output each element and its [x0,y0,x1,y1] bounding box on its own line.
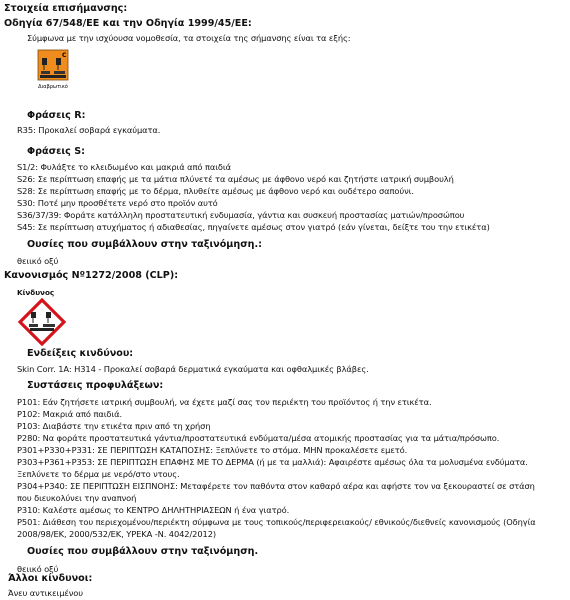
substance-name: θειικό οξύ [17,256,59,266]
s-phrases-title: Φράσεις S: [27,146,85,157]
directive-heading: Οδηγία 67/548/ΕΕ και την Οδηγία 1999/45/ΕΕ: [4,18,252,29]
s-phrase: S26: Σε περίπτωση επαφής με τα μάτια πλύνετέ τα αμέσως με άφθονο νερό και ζητήστε ιατρική συμβουλή [17,174,454,184]
precaution-line: που διευκολύνει την αναπνοή [17,493,137,503]
precaution-line: Ξεπλύνετε το δέρμα με νερό/στο ντους. [17,469,180,479]
precaution-line: P303+P361+P353: ΣΕ ΠΕΡΙΠΤΩΣΗ ΕΠΑΦΗΣ ΜΕ ΤΟ ΔΕΡΜΑ (ή με τα μαλλιά): Αφαιρέστε αμέσως όλα τα μολυσμένα ενδύματα. [17,457,528,467]
other-hazards-text: Άνευ αντικειμένου [8,588,83,598]
s-phrase: S36/37/39: Φοράτε κατάλληλη προστατευτική ενδυμασία, γάντια και συσκευή προστασίας ματιών/προσώπου [17,210,465,220]
s-phrase: S1/2: Φυλάξτε το κλειδωμένο και μακριά από παιδιά [17,162,231,172]
s-phrase: S28: Σε περίπτωση επαφής με το δέρμα, πλυθείτε αμέσως με άφθονο νερό και ουδέτερο σαπούνι. [17,186,414,196]
substances-title: Ουσίες που συμβάλλουν στην ταξινόμηση.: [27,239,262,250]
r-phrases-title: Φράσεις R: [27,110,86,121]
symbol-letter: C [62,52,67,59]
precautionary-title: Συστάσεις προφυλάξεων: [27,380,164,391]
precaution-line: P280: Να φοράτε προστατευτικά γάντια/προστατευτικά ενδύματα/μέσα ατομικής προστασίας για τα μάτια/πρόσωπο. [17,433,500,443]
label-elements-title: Στοιχεία επισήμανσης: [4,3,128,14]
precaution-line: P103: Διαβάστε την ετικέτα πριν από τη χρήση [17,421,211,431]
ghs-corrosion-pictogram [18,298,66,346]
intro-text: Σύμφωνα με την ισχύουσα νομοθεσία, τα στοιχεία της σήμανσης είναι τα εξής: [27,33,351,43]
signal-word: Κίνδυνος [17,288,55,297]
ghs-corrosion-icon [18,298,66,346]
clp-substance-name: θειικό οξύ [17,564,59,574]
hazard-statement: Skin Corr. 1A: H314 - Προκαλεί σοβαρά δερματικά εγκαύματα και οφθαλμικές βλάβες. [17,364,369,374]
other-hazards-title: Άλλοι κίνδυνοι: [8,573,93,584]
precaution-line: P102: Μακριά από παιδιά. [17,409,123,419]
precaution-line: 2008/98/ΕΚ, 2000/532/ΕΚ, ΥΡΕΚΑ -Ν. 4042/2012) [17,529,217,539]
corrosive-icon [37,49,69,91]
clp-substances-title: Ουσίες που συμβάλλουν στην ταξινόμηση. [27,546,259,557]
precaution-line: P310: Καλέστε αμέσως το ΚΕΝΤΡΟ ΔΗΛΗΤΗΡΙΑΣΕΩΝ ή ένα γιατρό. [17,505,290,515]
clp-heading: Κανονισμός Nº1272/2008 (CLP): [4,270,179,281]
corrosive-symbol [37,49,69,91]
s-phrase: S45: Σε περίπτωση ατυχήματος ή αδιαθεσίας, πηγαίνετε αμέσως στον γιατρό (εάν γίνεται, δείξτε του την ετικέτα) [17,222,490,232]
precaution-line: P301+P330+P331: ΣΕ ΠΕΡΙΠΤΩΣΗ ΚΑΤΑΠΟΣΗΣ: Ξεπλύνετε το στόμα. ΜΗΝ προκαλέσετε εμετό. [17,445,408,455]
precaution-line: P501: Διάθεση του περιεχομένου/περιέκτη σύμφωνα με τους τοπικούς/περιφερειακούς/ εθνικούς/διεθνείς κανονισμούς (Οδηγία [17,517,536,527]
symbol-label: Διαβρωτικό [38,84,68,90]
precaution-line: P101: Εάν ζητήσετε ιατρική συμβουλή, να έχετε μαζί σας τον περιέκτη του προϊόντος ή την ετικέτα. [17,397,432,407]
s-phrase: S30: Ποτέ μην προσθέτετε νερό στο προϊόν αυτό [17,198,218,208]
hazard-statements-title: Ενδείξεις κινδύνου: [27,348,134,359]
r-phrase: R35: Προκαλεί σοβαρά εγκαύματα. [17,125,161,135]
precaution-line: P304+P340: ΣΕ ΠΕΡΙΠΤΩΣΗ ΕΙΣΠΝΟΗΣ: Μεταφέρετε τον παθόντα στον καθαρό αέρα και αφήστε τον να ξεκουραστεί σε στάση [17,481,535,491]
